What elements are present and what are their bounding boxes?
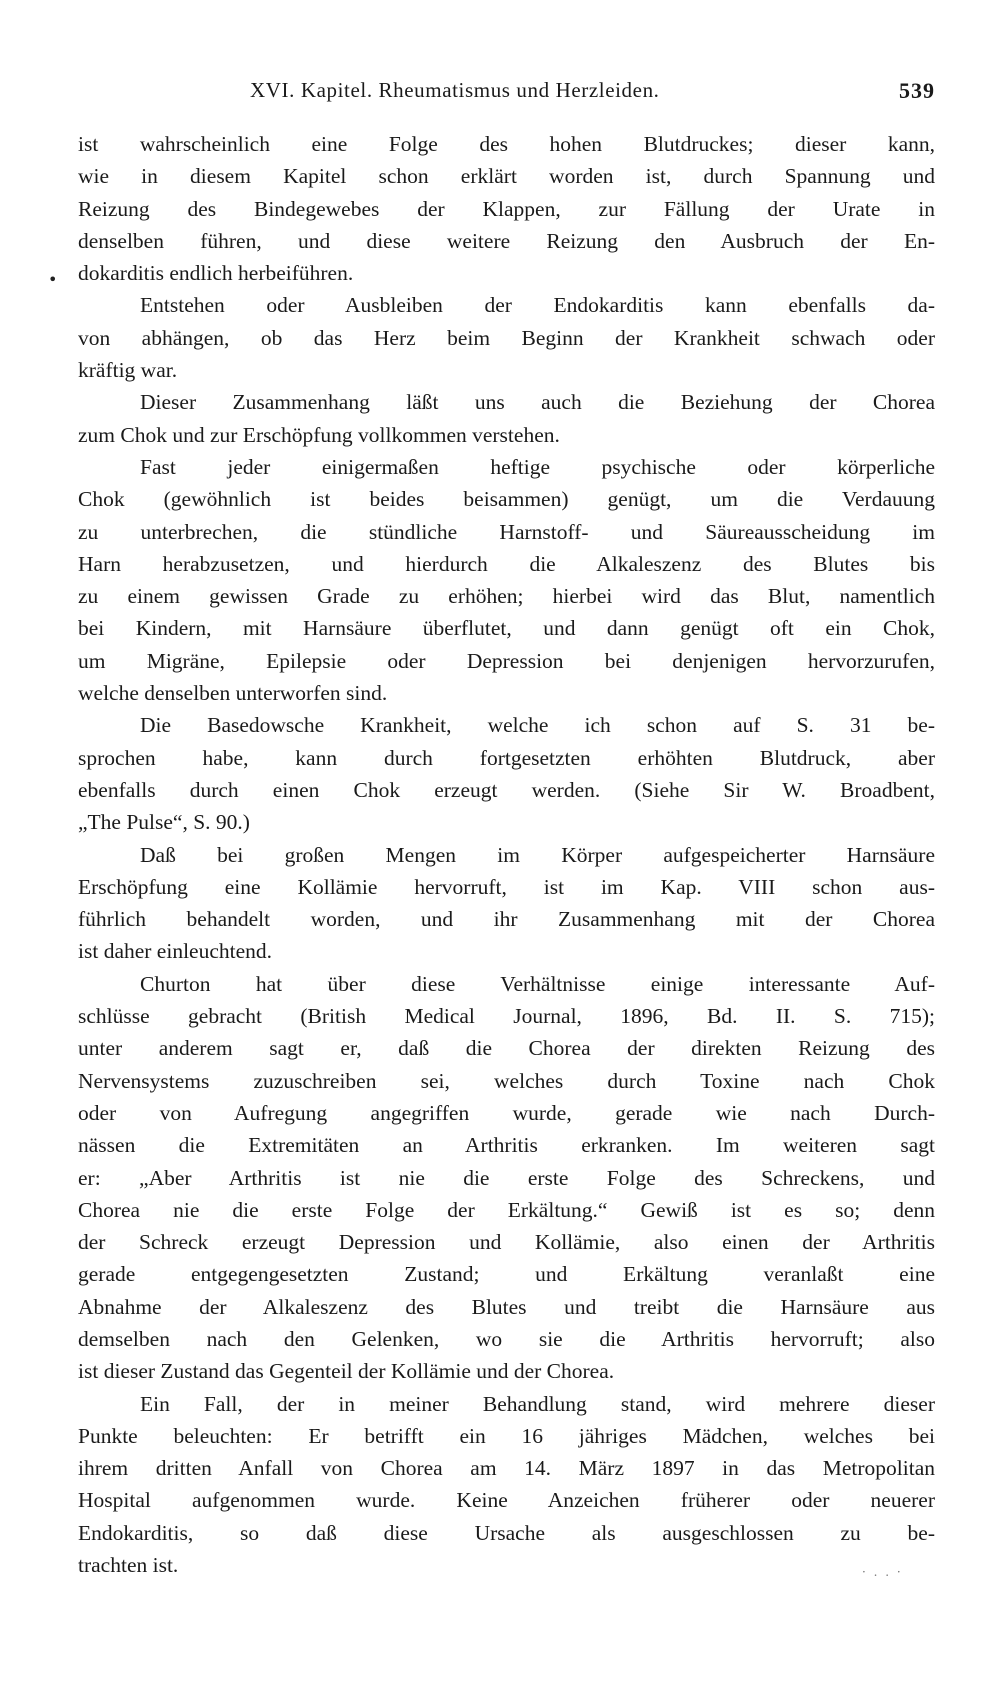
text-line: kräftig war. <box>78 358 178 383</box>
text-line: er: „Aber Arthritis ist nie die erste Folge des Schreckens, und <box>78 1165 935 1190</box>
text-line: Abnahme der Alkaleszenz des Blutes und treibt die Harnsäure aus <box>78 1294 935 1319</box>
text-line: zum Chok und zur Erschöpfung vollkommen verstehen. <box>78 422 560 447</box>
text-line: Punkte beleuchten: Er betrifft ein 16 jähriges Mädchen, welches bei <box>78 1423 935 1448</box>
text-line: Hospital aufgenommen wurde. Keine Anzeichen früherer oder neuerer <box>78 1488 935 1513</box>
text-line: Harn herabzusetzen, und hierdurch die Alkaleszenz des Blutes bis <box>78 551 935 576</box>
page-number: 539 <box>899 78 935 103</box>
ink-specks: · . . · <box>862 1565 903 1579</box>
text-line: „The Pulse“, S. 90.) <box>78 810 250 835</box>
text-line: Reizung des Bindegewebes der Klappen, zur Fällung der Urate in <box>78 196 935 221</box>
body-text <box>78 128 935 1581</box>
text-line: Ein Fall, der in meiner Behandlung stand, wird mehrere dieser <box>140 1391 935 1416</box>
text-line: bei Kindern, mit Harnsäure überflutet, und dann genügt oft ein Chok, <box>78 616 935 641</box>
text-line: Chorea nie die erste Folge der Erkältung.“ Gewiß ist es so; denn <box>78 1197 935 1222</box>
text-line: führlich behandelt worden, und ihr Zusammenhang mit der Chorea <box>78 907 935 932</box>
text-line: ihrem dritten Anfall von Chorea am 14. März 1897 in das Metropolitan <box>78 1456 935 1481</box>
text-line: demselben nach den Gelenken, wo sie die Arthritis hervorruft; also <box>78 1326 935 1351</box>
text-line: um Migräne, Epilepsie oder Depression bei denjenigen hervorzurufen, <box>78 648 935 673</box>
text-line: ebenfalls durch einen Chok erzeugt werden. (Siehe Sir W. Broadbent, <box>78 777 935 802</box>
text-line: gerade entgegengesetzten Zustand; und Erkältung veranlaßt eine <box>78 1262 935 1287</box>
text-line: dokarditis endlich herbeiführen. <box>78 261 354 286</box>
text-line: Chok (gewöhnlich ist beides beisammen) genügt, um die Verdauung <box>78 487 935 512</box>
text-line: Nervensystems zuzuschreiben sei, welches durch Toxine nach Chok <box>78 1068 935 1093</box>
text-line: schlüsse gebracht (British Medical Journal, 1896, Bd. II. S. 715); <box>78 1004 935 1029</box>
running-title: XVI. Kapitel. Rheumatismus und Herzleiden. <box>250 78 660 102</box>
text-line: Daß bei großen Mengen im Körper aufgespeicherter Harnsäure <box>140 842 935 867</box>
text-line: sprochen habe, kann durch fortgesetzten erhöhten Blutdruck, aber <box>78 745 935 770</box>
text-line: Endokarditis, so daß diese Ursache als ausgeschlossen zu be- <box>78 1520 935 1545</box>
text-line: Fast jeder einigermaßen heftige psychische oder körperliche <box>140 454 935 479</box>
text-line: unter anderem sagt er, daß die Chorea der direkten Reizung des <box>78 1036 935 1061</box>
text-line: Erschöpfung eine Kollämie hervorruft, ist im Kap. VIII schon aus- <box>78 874 935 899</box>
text-line: Die Basedowsche Krankheit, welche ich schon auf S. 31 be- <box>140 713 935 738</box>
text-line: oder von Aufregung angegriffen wurde, gerade wie nach Durch- <box>78 1100 935 1125</box>
text-line: welche denselben unterworfen sind. <box>78 681 388 706</box>
text-line: Dieser Zusammenhang läßt uns auch die Beziehung der Chorea <box>140 390 935 415</box>
text-line: denselben führen, und diese weitere Reizung den Ausbruch der En- <box>78 228 935 253</box>
text-line: Entstehen oder Ausbleiben der Endokarditis kann ebenfalls da- <box>140 293 935 318</box>
text-line: trachten ist. <box>78 1553 179 1578</box>
text-line: ist wahrscheinlich eine Folge des hohen Blutdruckes; dieser kann, <box>78 132 935 156</box>
text-line: zu einem gewissen Grade zu erhöhen; hierbei wird das Blut, namentlich <box>78 584 935 609</box>
text-line: von abhängen, ob das Herz beim Beginn der Krankheit schwach oder <box>78 325 935 350</box>
text-line: Churton hat über diese Verhältnisse einige interessante Auf- <box>140 971 935 996</box>
text-line: der Schreck erzeugt Depression und Kollämie, also einen der Arthritis <box>78 1230 935 1255</box>
text-line: nässen die Extremitäten an Arthritis erkranken. Im weiteren sagt <box>78 1133 935 1158</box>
page-header <box>78 78 935 108</box>
text-line: wie in diesem Kapitel schon erklärt worden ist, durch Spannung und <box>78 164 935 189</box>
text-line: ist dieser Zustand das Gegenteil der Kollämie und der Chorea. <box>78 1359 615 1384</box>
text-line: zu unterbrechen, die stündliche Harnstoff- und Säureausscheidung im <box>78 519 935 544</box>
margin-speck: • <box>48 270 58 289</box>
text-line: ist daher einleuchtend. <box>78 939 273 964</box>
